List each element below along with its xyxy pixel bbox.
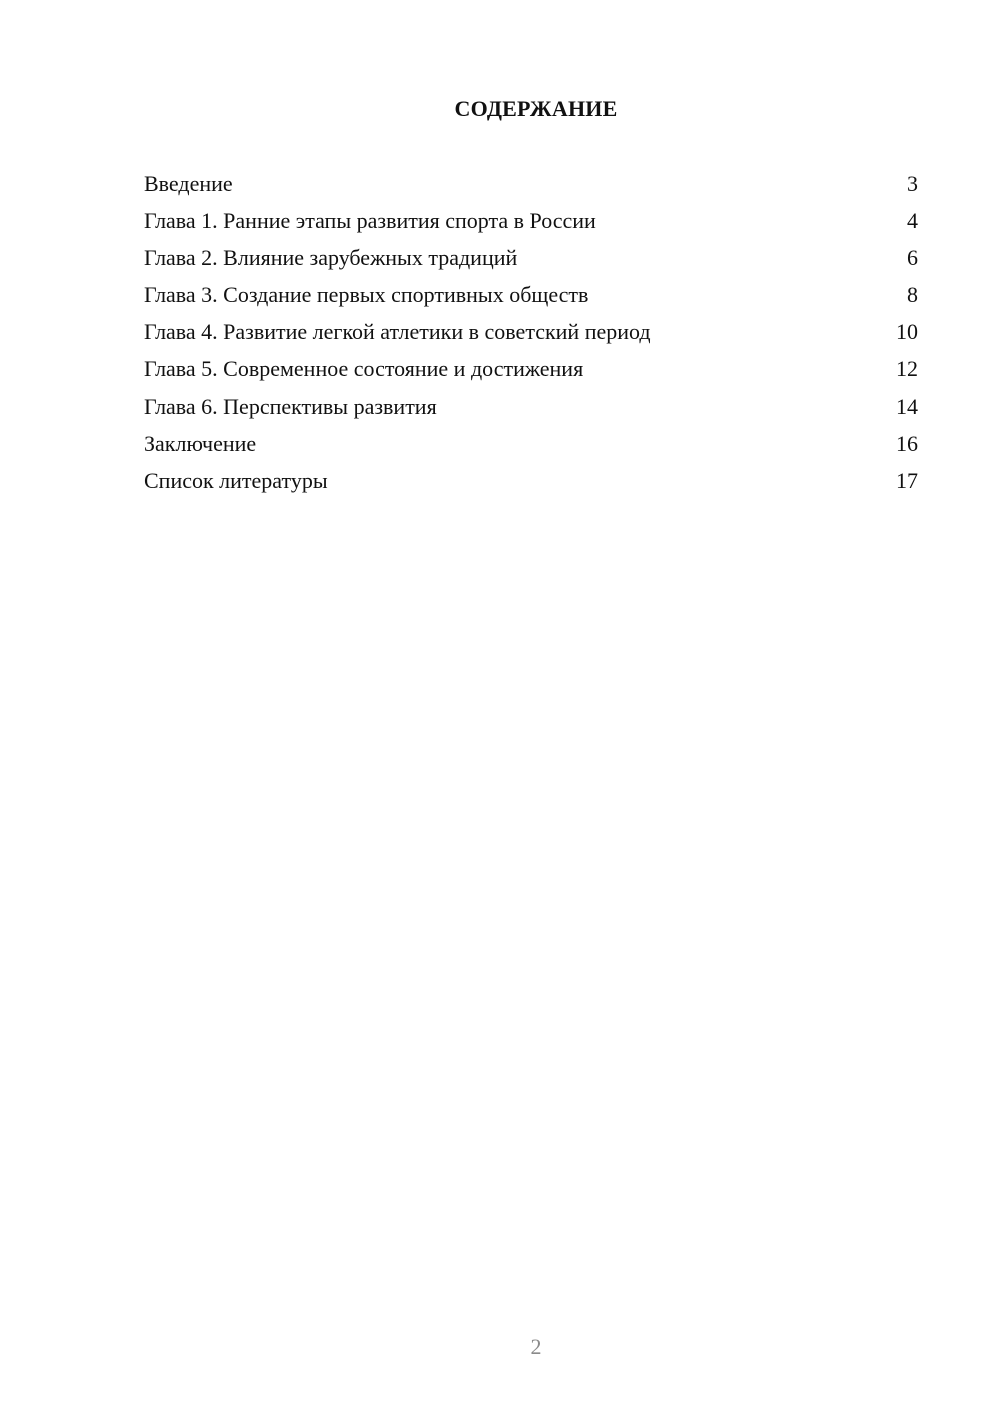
toc-entry-page: 10 [896, 319, 918, 345]
page-number: 2 [530, 1334, 542, 1359]
toc-entry [144, 355, 920, 392]
toc-entry-label: Глава 1. Ранние этапы развития спорта в России [144, 208, 596, 234]
toc-entry-page: 8 [907, 282, 918, 308]
toc-entry-label: Глава 4. Развитие легкой атлетики в советский период [144, 319, 651, 345]
table-of-contents [144, 170, 920, 504]
toc-entry-page: 6 [907, 245, 918, 271]
toc-entry [144, 430, 920, 467]
toc-entry [144, 467, 920, 504]
toc-entry-page: 3 [907, 171, 918, 196]
toc-entry-label: Глава 5. Современное состояние и достижения [144, 356, 584, 382]
toc-entry-label: Глава 6. Перспективы развития [144, 393, 437, 419]
toc-entry-page: 16 [896, 430, 918, 456]
toc-entry-page: 14 [896, 393, 918, 419]
toc-entry [144, 281, 920, 318]
page-title: СОДЕРЖАНИЕ [454, 96, 618, 121]
toc-entry [144, 318, 920, 355]
toc-entry-label: Введение [144, 171, 233, 196]
toc-entry-label: Глава 2. Влияние зарубежных традиций [144, 245, 518, 271]
toc-entry-label: Глава 3. Создание первых спортивных обществ [144, 282, 589, 308]
toc-entry-label: Список литературы [144, 467, 328, 493]
toc-entry-page: 17 [896, 467, 918, 493]
toc-entry [144, 393, 920, 430]
toc-entry-label: Заключение [144, 430, 257, 456]
toc-entry [144, 170, 920, 207]
toc-entry-page: 12 [896, 356, 918, 382]
toc-entry [144, 207, 920, 244]
toc-entry [144, 244, 920, 281]
toc-entry-page: 4 [907, 208, 918, 234]
